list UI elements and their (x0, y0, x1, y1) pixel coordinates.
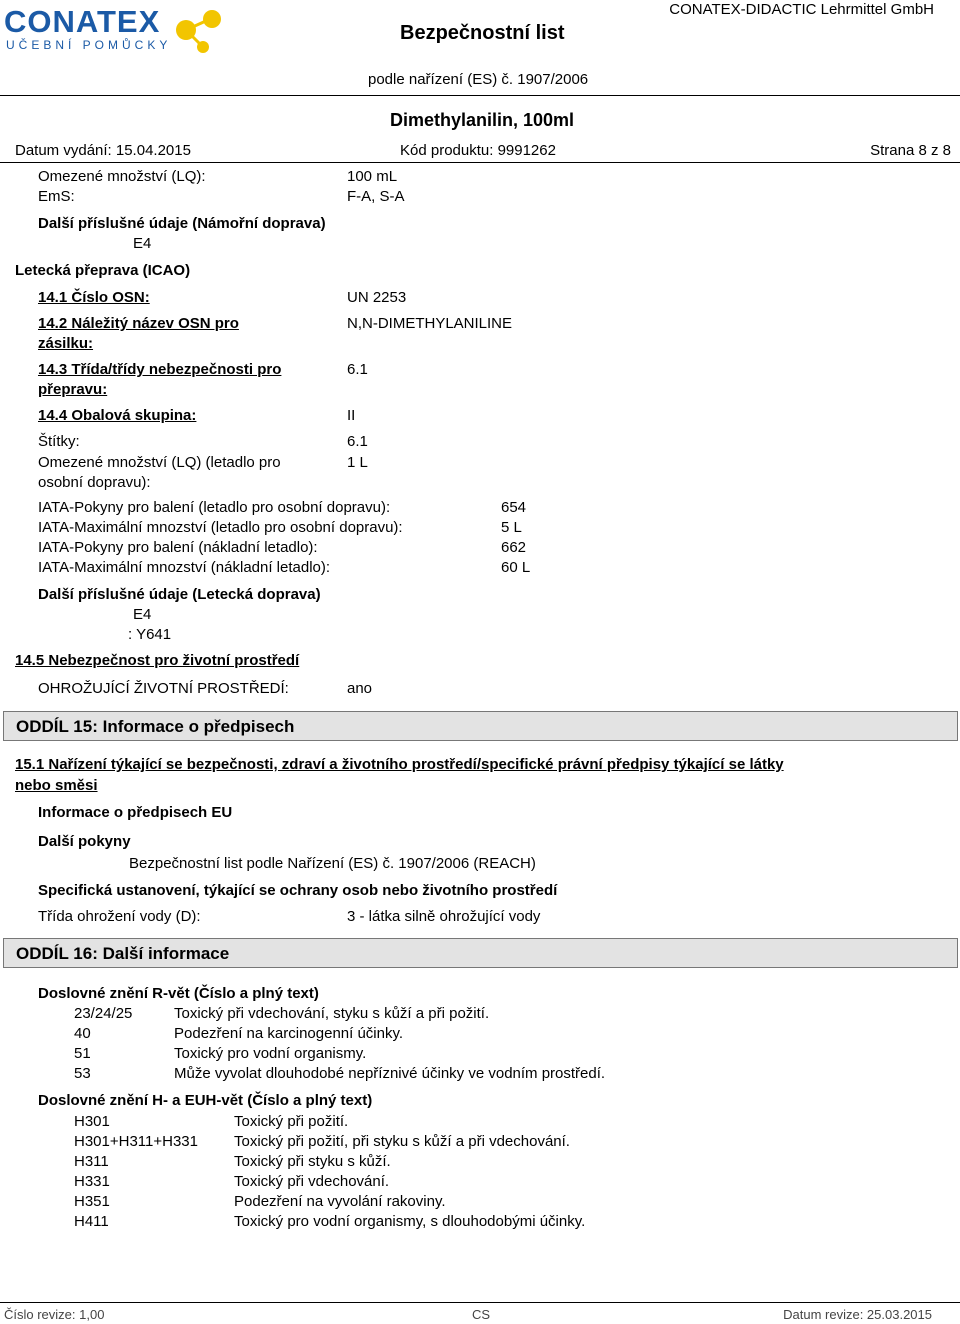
h-phrase-code: H351 (74, 1193, 110, 1210)
h-phrase-code: H411 (74, 1213, 109, 1230)
revision-number: Číslo revize: 1,00 (4, 1307, 105, 1322)
iata-row-value: 60 L (501, 559, 531, 576)
h-phrase-text: Toxický pro vodní organismy, s dlouhodobými účinky. (234, 1213, 586, 1230)
r-phrases-heading: Doslovné znění R-vět (Číslo a plný text) (38, 985, 319, 1002)
iata-row-value: 654 (501, 499, 527, 516)
wgk-value: 3 - látka silně ohrožující vody (347, 908, 541, 925)
air-other-value-2: : Y641 (128, 626, 172, 643)
logo-name: CONATEX (4, 4, 161, 39)
h-phrase-code: H301 (74, 1113, 110, 1130)
iata-row-label: IATA-Maximální mnozství (nákladní letadlo): (38, 559, 331, 576)
logo (4, 4, 234, 54)
sea-ems-label: EmS: (38, 188, 75, 205)
air-lq-label-2: osobní dopravu): (38, 474, 151, 491)
footer-divider (0, 1302, 960, 1303)
section-15-1-heading-2: nebo směsi (15, 777, 98, 794)
section-16-bar (3, 938, 958, 968)
sea-other-value: E4 (133, 235, 152, 252)
air-un-value: UN 2253 (347, 289, 407, 306)
h-phrase-code: H301+H311+H331 (74, 1133, 198, 1150)
section-16-title: ODDÍL 16: Další informace (16, 944, 230, 963)
regulation: podle nařízení (ES) č. 1907/2006 (368, 71, 589, 88)
revision-date: Datum revize: 25.03.2015 (783, 1307, 932, 1322)
h-phrases-heading: Doslovné znění H- a EUH-vět (Číslo a plný text) (38, 1092, 373, 1109)
iata-row-value: 5 L (501, 519, 522, 536)
product-name: Dimethylanilin, 100ml (390, 110, 575, 130)
sea-lq-label: Omezené množství (LQ): (38, 168, 206, 185)
section-15-1-heading: 15.1 Nařízení týkající se bezpečnosti, zdraví a životního prostředí/specifické právní předpisy týkající se látky (15, 756, 784, 773)
h-phrase-text: Toxický při styku s kůží. (234, 1153, 391, 1170)
air-heading: Letecká přeprava (ICAO) (15, 262, 191, 279)
company-name: CONATEX-DIDACTIC Lehrmittel GmbH (669, 1, 934, 18)
r-phrase-text: Toxický pro vodní organismy. (174, 1045, 367, 1062)
language-code: CS (472, 1307, 491, 1322)
env-value: ano (347, 680, 373, 697)
r-phrase-code: 23/24/25 (74, 1005, 133, 1022)
air-pg-value: II (347, 407, 356, 424)
sea-other-label: Další příslušné údaje (Námořní doprava) (38, 215, 326, 232)
h-phrase-code: H311 (74, 1153, 109, 1170)
air-class-label: 14.3 Třída/třídy nebezpečnosti pro (38, 361, 282, 378)
r-phrase-code: 40 (74, 1025, 91, 1042)
air-class-label-2: přepravu: (38, 381, 108, 398)
air-un-label: 14.1 Číslo OSN: (38, 289, 150, 306)
env-heading: 14.5 Nebezpečnost pro životní prostředí (15, 652, 300, 669)
air-class-value: 6.1 (347, 361, 368, 378)
document-title: Bezpečnostní list (400, 22, 565, 44)
h-phrase-text: Toxický při vdechování. (234, 1173, 390, 1190)
r-phrase-code: 51 (74, 1045, 91, 1062)
product-code: Kód produktu: 9991262 (400, 142, 556, 159)
iata-row-label: IATA-Maximální mnozství (letadlo pro osobní dopravu): (38, 519, 403, 536)
logo-subtitle: UČEBNÍ POMŮCKY (6, 38, 172, 52)
air-other-value: E4 (133, 606, 152, 623)
h-phrase-text: Toxický při požití, při styku s kůží a při vdechování. (234, 1133, 570, 1150)
page-number: Strana 8 z 8 (870, 142, 951, 159)
h-phrase-code: H331 (74, 1173, 110, 1190)
h-phrase-text: Podezření na vyvolání rakoviny. (234, 1193, 446, 1210)
air-lq-value: 1 L (347, 454, 368, 471)
env-label: OHROŽUJÍCÍ ŽIVOTNÍ PROSTŘEDÍ: (38, 680, 289, 697)
eu-info-heading: Informace o předpisech EU (38, 804, 233, 821)
sea-ems-value: F-A, S-A (347, 188, 405, 205)
iata-row-label: IATA-Pokyny pro balení (letadlo pro osobní dopravu): (38, 499, 391, 516)
air-name-label: 14.2 Náležitý název OSN pro (38, 315, 239, 332)
r-phrase-text: Podezření na karcinogenní účinky. (174, 1025, 404, 1042)
wgk-label: Třída ohrožení vody (D): (38, 908, 201, 925)
r-phrase-text: Toxický při vdechování, styku s kůží a při požití. (174, 1005, 490, 1022)
molecule-icon (172, 6, 232, 56)
section-15-title: ODDÍL 15: Informace o předpisech (16, 717, 295, 736)
reach-note: Bezpečnostní list podle Nařízení (ES) č. 1907/2006 (REACH) (129, 855, 536, 872)
h-phrase-text: Toxický při požití. (234, 1113, 349, 1130)
air-other-label: Další příslušné údaje (Letecká doprava) (38, 586, 321, 603)
issue-date: Datum vydání: 15.04.2015 (15, 142, 191, 159)
air-labels-value: 6.1 (347, 433, 368, 450)
iata-row-label: IATA-Pokyny pro balení (nákladní letadlo): (38, 539, 318, 556)
air-pg-label: 14.4 Obalová skupina: (38, 407, 197, 424)
iata-row-value: 662 (501, 539, 527, 556)
header-divider-bottom (0, 162, 960, 163)
sea-lq-value: 100 mL (347, 168, 398, 185)
specific-provisions-heading: Specifická ustanovení, týkající se ochrany osob nebo životního prostředí (38, 882, 558, 899)
section-15-bar (3, 711, 958, 741)
air-name-value: N,N-DIMETHYLANILINE (347, 315, 513, 332)
header-divider-top (0, 95, 960, 96)
r-phrase-text: Může vyvolat dlouhodobé nepříznivé účinky ve vodním prostředí. (174, 1065, 606, 1082)
other-notes-heading: Další pokyny (38, 833, 131, 850)
r-phrase-code: 53 (74, 1065, 91, 1082)
air-lq-label: Omezené množství (LQ) (letadlo pro (38, 454, 281, 471)
air-labels-label: Štítky: (38, 433, 80, 450)
air-name-label-2: zásilku: (38, 335, 94, 352)
